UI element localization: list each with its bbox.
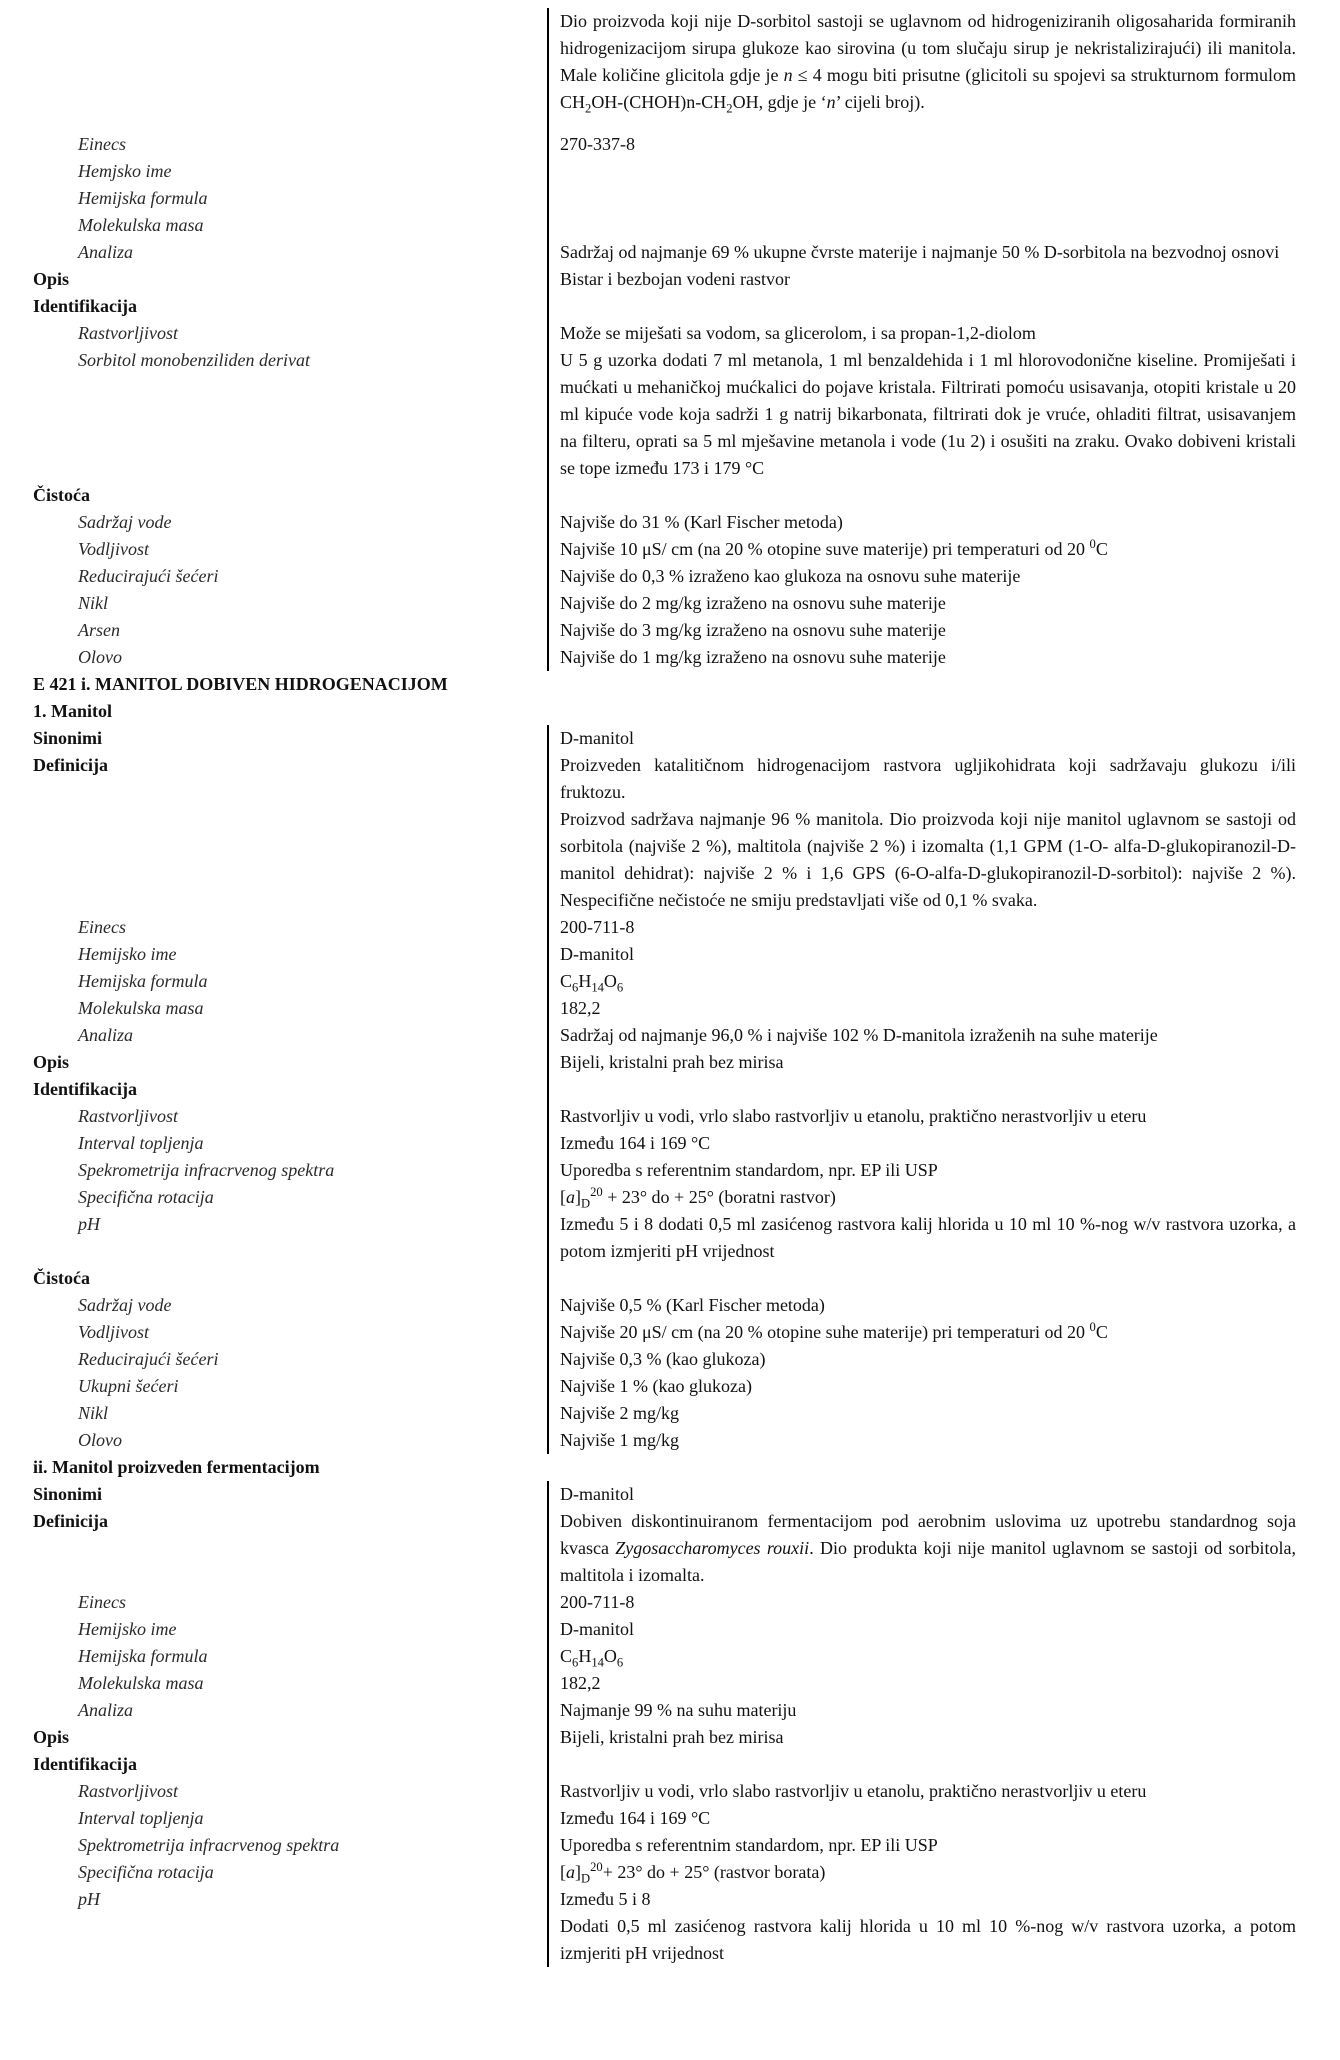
spec-row — [0, 1751, 1340, 1778]
value-paragraph: 200-711-8 — [560, 917, 635, 937]
row-label — [0, 1913, 547, 1967]
spec-row — [0, 347, 1340, 482]
spec-row — [0, 509, 1340, 536]
row-value — [547, 725, 1340, 752]
row-label: pH — [78, 1214, 100, 1234]
row-value — [547, 1832, 1340, 1859]
row-value — [547, 1184, 1340, 1211]
row-label: Olovo — [78, 1430, 122, 1450]
value-paragraph: Najviše do 31 % (Karl Fischer metoda) — [560, 512, 843, 532]
row-value — [547, 1724, 1340, 1751]
row-value — [547, 1778, 1340, 1805]
spec-row — [0, 644, 1340, 671]
value-paragraph: Između 164 i 169 °C — [560, 1808, 711, 1828]
row-value — [547, 752, 1340, 914]
spec-row — [0, 1292, 1340, 1319]
value-paragraph: 270-337-8 — [560, 134, 635, 154]
row-label: Specifična rotacija — [78, 1862, 214, 1882]
spec-row — [0, 1184, 1340, 1211]
spec-row — [0, 914, 1340, 941]
value-paragraph: 182,2 — [560, 1673, 601, 1693]
row-label: Rastvorljivost — [78, 1106, 178, 1126]
spec-row — [0, 1373, 1340, 1400]
spec-row — [0, 563, 1340, 590]
row-value — [547, 617, 1340, 644]
value-paragraph: Između 5 i 8 dodati 0,5 ml zasićenog rastvora kalij hlorida u 10 ml 10 %-nog w/v rastvora uzorka, a potom izmjeriti pH vrijednost — [560, 1214, 1296, 1261]
row-value — [547, 239, 1340, 266]
value-paragraph — [560, 212, 1296, 239]
row-label: Vodljivost — [78, 1322, 149, 1342]
value-paragraph: $C_6H_{14}O_6$ — [560, 1646, 624, 1670]
row-value — [547, 1130, 1340, 1157]
row-label: Analiza — [78, 1700, 134, 1720]
spec-row — [0, 617, 1340, 644]
spec-row — [0, 1427, 1340, 1454]
value-paragraph: Dobiven diskontinuiranom fermentacijom pod aerobnim uslovima uz upotrebu standardnog soja kvasca Zygosaccharomyces rouxii. Dio produkta koji nije manitol uglavnom se sastoji od sorbitola, maltitola i izomalta. — [560, 1511, 1297, 1585]
row-value — [547, 158, 1340, 185]
row-value — [547, 212, 1340, 239]
row-label: Analiza — [78, 242, 134, 262]
row-label: Spektrometrija infracrvenog spektra — [78, 1835, 340, 1855]
spec-row — [0, 1616, 1340, 1643]
row-value — [547, 293, 1340, 320]
row-label: Olovo — [78, 647, 122, 667]
row-value — [547, 482, 1340, 509]
row-label: Rastvorljivost — [78, 323, 178, 343]
value-paragraph: Bistar i bezbojan vodeni rastvor — [560, 269, 790, 289]
value-paragraph — [560, 293, 1296, 320]
section-heading: ii. Manitol proizveden fermentacijom — [33, 1457, 320, 1477]
row-value — [547, 1049, 1340, 1076]
value-paragraph — [560, 1265, 1296, 1292]
value-paragraph: Najmanje 99 % na suhu materiju — [560, 1700, 797, 1720]
spec-row — [0, 212, 1340, 239]
row-value — [547, 1751, 1340, 1778]
value-paragraph: Proizvod sadržava najmanje 96 % manitola. Dio proizvoda koji nije manitol uglavnom se sastoji od sorbitola (najviše 2 %), maltitola (najviše 2 %) i izomalta (1,1 GPM (1-O- alfa-D-glukopiranozil-D-manitol dehidrat): najviše 2 % i 1,6 GPS (6-O-alfa-D-glukopiranozil-D-sorbitol): najviše 2 %). Nespecifične nečistoće ne smiju predstavljati više od 0,1 % svaka. — [560, 809, 1296, 910]
spec-row — [0, 725, 1340, 752]
spec-row — [0, 1481, 1340, 1508]
spec-row — [0, 320, 1340, 347]
spec-row — [0, 1022, 1340, 1049]
row-value — [547, 509, 1340, 536]
row-value — [547, 1589, 1340, 1616]
spec-row — [0, 293, 1340, 320]
value-paragraph: Najviše do 1 mg/kg izraženo na osnovu suhe materije — [560, 647, 946, 667]
row-value — [547, 1157, 1340, 1184]
row-value — [547, 1508, 1340, 1589]
row-label: Čistoća — [33, 1268, 90, 1288]
value-paragraph: D-manitol — [560, 1619, 634, 1639]
value-paragraph: Uporedba s referentnim standardom, npr. EP ili USP — [560, 1835, 938, 1855]
row-value — [547, 1886, 1340, 1913]
row-label: Hemijsko ime — [78, 944, 177, 964]
value-paragraph — [560, 185, 1296, 212]
value-paragraph: Bijeli, kristalni prah bez mirisa — [560, 1052, 784, 1072]
row-label: Definicija — [33, 1511, 108, 1531]
spec-row — [0, 1670, 1340, 1697]
row-label: Vodljivost — [78, 539, 149, 559]
row-label — [0, 8, 547, 116]
row-value — [547, 968, 1340, 995]
row-label: Hemijska formula — [78, 971, 208, 991]
spec-row — [0, 1697, 1340, 1724]
row-label: pH — [78, 1889, 100, 1909]
row-label: Opis — [33, 1052, 70, 1072]
spec-row — [0, 1157, 1340, 1184]
row-value — [547, 1076, 1340, 1103]
row-label: Čistoća — [33, 485, 90, 505]
row-value — [547, 536, 1340, 563]
row-value — [547, 1022, 1340, 1049]
row-label: Hemijska formula — [78, 188, 208, 208]
section-heading-row — [0, 1454, 1340, 1481]
value-paragraph: Najviše 0,3 % (kao glukoza) — [560, 1349, 766, 1369]
row-value — [547, 1400, 1340, 1427]
row-label: Spekrometrija infracrvenog spektra — [78, 1160, 335, 1180]
row-value — [547, 1427, 1340, 1454]
spec-row — [0, 590, 1340, 617]
value-paragraph: Najviše 1 % (kao glukoza) — [560, 1376, 752, 1396]
row-label: Identifikacija — [33, 296, 138, 316]
spec-row — [0, 1076, 1340, 1103]
spec-row — [0, 1643, 1340, 1670]
section-heading-row — [0, 698, 1340, 725]
row-value — [547, 941, 1340, 968]
value-paragraph: Proizveden katalitičnom hidrogenacijom rastvora ugljikohidrata koji sadržavaju glukozu i/ili fruktozu. — [560, 755, 1296, 802]
row-value — [547, 1697, 1340, 1724]
value-paragraph: Najviše 1 mg/kg — [560, 1430, 679, 1450]
row-label: Rastvorljivost — [78, 1781, 178, 1801]
spec-row — [0, 941, 1340, 968]
value-paragraph: Najviše 10 μS/ cm (na 20 % otopine suve materije) pri temperaturi od 20 $^0$C — [560, 537, 1108, 559]
spec-row — [0, 1805, 1340, 1832]
row-label: Molekulska masa — [78, 215, 204, 235]
spec-row — [0, 1778, 1340, 1805]
row-label: Identifikacija — [33, 1079, 138, 1099]
value-paragraph — [560, 158, 1296, 185]
row-value — [547, 116, 1340, 158]
value-paragraph: Dodati 0,5 ml zasićenog rastvora kalij hlorida u 10 ml 10 %-nog w/v rastvora uzorka, a potom izmjeriti pH vrijednost — [560, 1916, 1296, 1963]
row-value — [547, 1319, 1340, 1346]
row-label: Hemjsko ime — [78, 161, 172, 181]
value-paragraph: Rastvorljiv u vodi, vrlo slabo rastvorljiv u etanolu, praktično nerastvorljiv u eteru — [560, 1106, 1147, 1126]
row-value — [547, 1805, 1340, 1832]
row-label: Sadržaj vode — [78, 512, 172, 532]
value-paragraph: D-manitol — [560, 728, 634, 748]
spec-row — [0, 1265, 1340, 1292]
row-value — [547, 1211, 1340, 1265]
row-value — [547, 320, 1340, 347]
spec-row — [0, 1319, 1340, 1346]
section-heading-row — [0, 671, 1340, 698]
value-paragraph: Može se miješati sa vodom, sa glicerolom, i sa propan-1,2-diolom — [560, 323, 1036, 343]
row-label: Interval topljenja — [78, 1808, 204, 1828]
spec-row — [0, 968, 1340, 995]
spec-row — [0, 752, 1340, 914]
spec-row — [0, 536, 1340, 563]
value-paragraph: Najviše do 2 mg/kg izraženo na osnovu suhe materije — [560, 593, 946, 613]
row-value — [547, 1292, 1340, 1319]
row-value — [547, 1616, 1340, 1643]
value-paragraph: $[a]_D^{20}+ 23^\circ$ do + 25° (rastvor borata) — [560, 1860, 826, 1886]
row-label: Nikl — [78, 1403, 108, 1423]
row-label: Einecs — [78, 134, 126, 154]
row-value — [547, 590, 1340, 617]
value-paragraph: Bijeli, kristalni prah bez mirisa — [560, 1727, 784, 1747]
row-label: Definicija — [33, 755, 108, 775]
spec-row — [0, 1130, 1340, 1157]
row-label: Molekulska masa — [78, 1673, 204, 1693]
row-label: Sorbitol monobenziliden derivat — [78, 350, 310, 370]
row-label: Sinonimi — [33, 1484, 103, 1504]
value-paragraph — [560, 1751, 1296, 1778]
value-paragraph: Između 164 i 169 °C — [560, 1133, 711, 1153]
value-paragraph: Najviše do 0,3 % izraženo kao glukoza na osnovu suhe materije — [560, 566, 1021, 586]
row-value — [547, 1373, 1340, 1400]
value-paragraph: Rastvorljiv u vodi, vrlo slabo rastvorljiv u etanolu, praktično nerastvorljiv u eteru — [560, 1781, 1147, 1801]
value-paragraph — [560, 1076, 1296, 1103]
row-value — [547, 1859, 1340, 1886]
value-paragraph: 200-711-8 — [560, 1592, 635, 1612]
row-value — [547, 995, 1340, 1022]
spec-row — [0, 1724, 1340, 1751]
spec-row — [0, 8, 1340, 116]
row-label: Opis — [33, 1727, 70, 1747]
row-label: Einecs — [78, 917, 126, 937]
value-paragraph: Dio proizvoda koji nije D-sorbitol sastoji se uglavnom od hidrogeniziranih oligosaharida formiranih hidrogenizacijom sirupa glukoze kao sirovina (u tom slučaju sirup je nekristalizirajući) ili manitola. Male količine glicitola gdje je n ≤ 4 mogu biti prisutne (glicitoli su spojevi sa strukturnom formulom $CH_2OH-(CHOH)n-CH_2OH$, gdje je ‘n’ cijeli broj). — [560, 11, 1296, 116]
row-label: Einecs — [78, 1592, 126, 1612]
spec-row — [0, 1103, 1340, 1130]
row-value — [547, 1265, 1340, 1292]
section-heading: 1. Manitol — [33, 701, 112, 721]
row-value — [547, 1346, 1340, 1373]
row-label: Identifikacija — [33, 1754, 138, 1774]
row-value — [547, 644, 1340, 671]
row-value — [547, 1643, 1340, 1670]
row-label: Hemijsko ime — [78, 1619, 177, 1639]
spec-row — [0, 1859, 1340, 1886]
spec-row — [0, 1211, 1340, 1265]
row-value — [547, 1103, 1340, 1130]
value-paragraph: 182,2 — [560, 998, 601, 1018]
row-label: Interval topljenja — [78, 1133, 204, 1153]
value-paragraph: Najviše 20 μS/ cm (na 20 % otopine suhe materije) pri temperaturi od 20 $^0$C — [560, 1320, 1108, 1342]
row-value — [547, 1481, 1340, 1508]
value-paragraph: Sadržaj od najmanje 69 % ukupne čvrste materije i najmanje 50 % D-sorbitola na bezvodnoj osnovi — [560, 242, 1280, 262]
spec-row — [0, 995, 1340, 1022]
spec-row — [0, 1049, 1340, 1076]
row-value — [547, 8, 1340, 116]
row-label: Analiza — [78, 1025, 134, 1045]
value-paragraph: Najviše 0,5 % (Karl Fischer metoda) — [560, 1295, 825, 1315]
spec-row — [0, 239, 1340, 266]
spec-row — [0, 158, 1340, 185]
value-paragraph: Najviše do 3 mg/kg izraženo na osnovu suhe materije — [560, 620, 946, 640]
row-value — [547, 914, 1340, 941]
value-paragraph: Najviše 2 mg/kg — [560, 1403, 679, 1423]
value-paragraph: Uporedba s referentnim standardom, npr. EP ili USP — [560, 1160, 938, 1180]
spec-row — [0, 1886, 1340, 1913]
spec-row — [0, 1400, 1340, 1427]
spec-row — [0, 1832, 1340, 1859]
spec-row — [0, 482, 1340, 509]
row-label: Molekulska masa — [78, 998, 204, 1018]
row-label: Hemijska formula — [78, 1646, 208, 1666]
row-label: Arsen — [78, 620, 120, 640]
value-paragraph — [560, 482, 1296, 509]
value-paragraph: D-manitol — [560, 1484, 634, 1504]
value-paragraph: Između 5 i 8 — [560, 1889, 651, 1909]
value-paragraph: U 5 g uzorka dodati 7 ml metanola, 1 ml benzaldehida i 1 ml hlorovodonične kiseline. Promiješati i mućkati u mehaničkoj mućkalici do pojave kristala. Filtrirati pomoću usisavanja, otopiti kristale u 20 ml kipuće vode koja sadrži 1 g natrij bikarbonata, filtrirati dok je vruće, ohladiti filtrat, usisavanjem na filteru, oprati sa 5 ml mješavine metanola i vode (1u 2) i osušiti na zraku. Ovako dobiveni kristali se tope između 173 i 179 °C — [560, 350, 1296, 478]
row-value — [547, 1670, 1340, 1697]
row-label: Nikl — [78, 593, 108, 613]
spec-row — [0, 1589, 1340, 1616]
row-label: Specifična rotacija — [78, 1187, 214, 1207]
row-label: Opis — [33, 269, 70, 289]
row-label: Ukupni šećeri — [78, 1376, 179, 1396]
spec-row — [0, 266, 1340, 293]
row-label: Reducirajući šećeri — [78, 566, 219, 586]
value-paragraph: $C_6H_{14}O_6$ — [560, 971, 624, 995]
row-value — [547, 563, 1340, 590]
section-heading: E 421 i. MANITOL DOBIVEN HIDROGENACIJOM — [33, 674, 448, 694]
row-label: Sadržaj vode — [78, 1295, 172, 1315]
row-value — [547, 1913, 1340, 1967]
value-paragraph: Sadržaj od najmanje 96,0 % i najviše 102 % D-manitola izraženih na suhe materije — [560, 1025, 1158, 1045]
row-value — [547, 347, 1340, 482]
value-paragraph: $[a]_D^{20} + 23^\circ$ do + 25° (boratni rastvor) — [560, 1185, 836, 1211]
spec-row — [0, 185, 1340, 212]
spec-row — [0, 116, 1340, 158]
row-label: Sinonimi — [33, 728, 103, 748]
row-value — [547, 185, 1340, 212]
spec-row — [0, 1346, 1340, 1373]
row-label: Reducirajući šećeri — [78, 1349, 219, 1369]
value-paragraph: D-manitol — [560, 944, 634, 964]
row-value — [547, 266, 1340, 293]
spec-row — [0, 1913, 1340, 1967]
spec-row — [0, 1508, 1340, 1589]
